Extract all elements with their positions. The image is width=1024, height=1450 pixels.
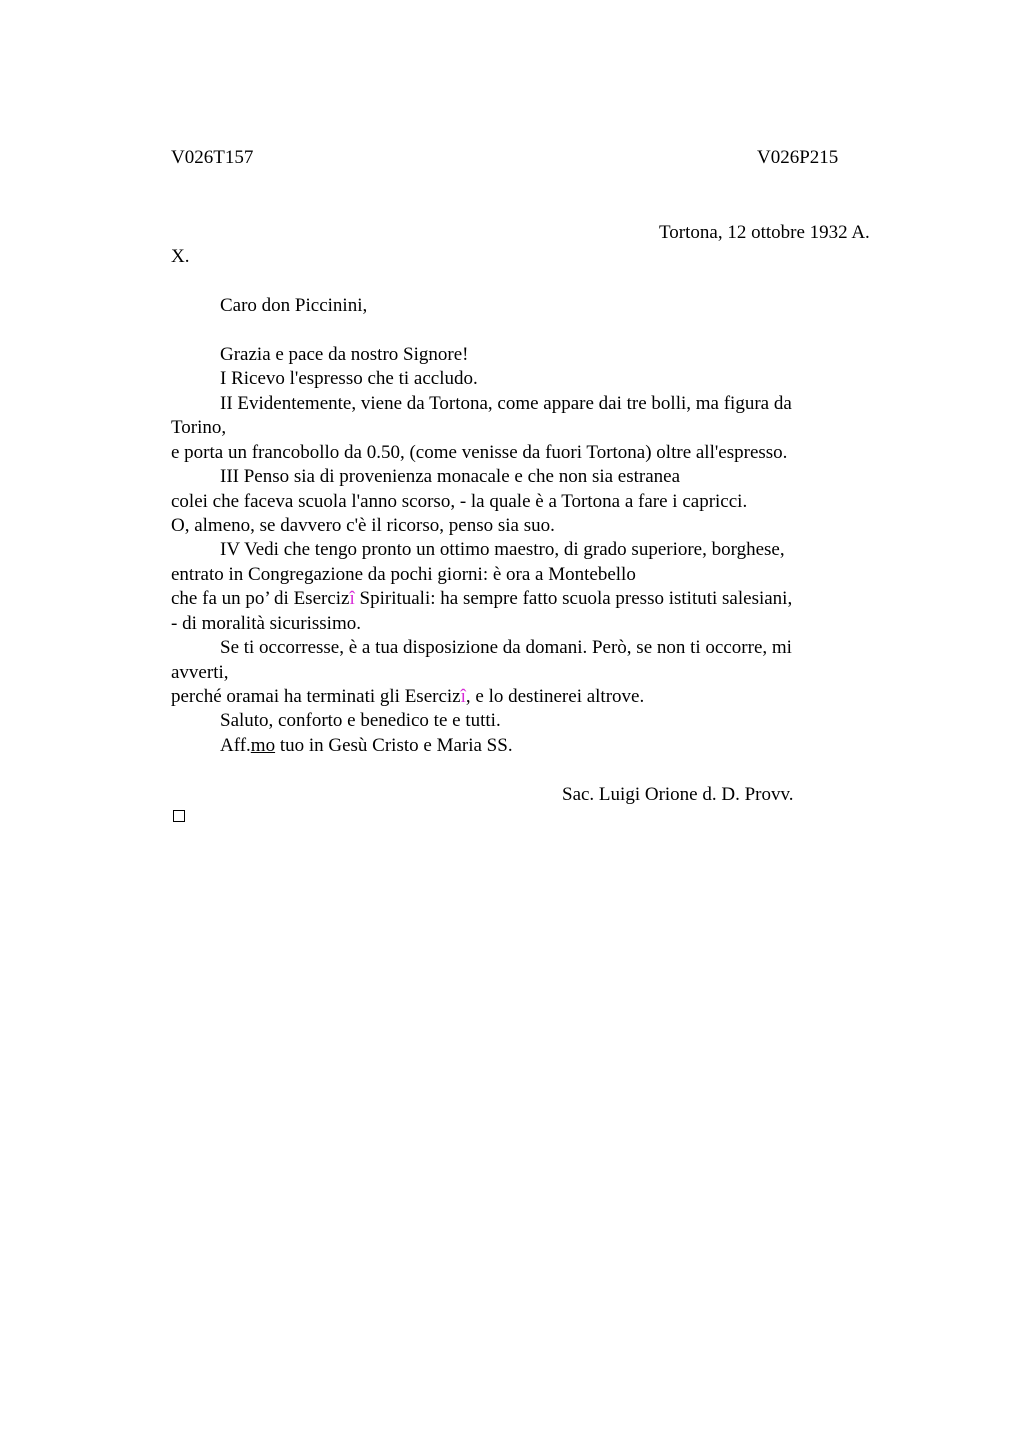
paragraph-4-line-1: IV Vedi che tengo pronto un ottimo maestro, di grado superiore, borghese, [220, 539, 785, 560]
paragraph-2-line-3: e porta un francobollo da 0.50, (come venisse da fuori Tortona) oltre all'espresso. [171, 442, 788, 463]
paragraph-4-line-4: - di moralità sicurissimo. [171, 613, 361, 634]
paragraph-3-line-1: III Penso sia di provenienza monacale e che non sia estranea [220, 466, 681, 487]
paragraph-4-line-3-post: Spirituali: ha sempre fatto scuola presso istituti salesiani, [354, 588, 793, 609]
empty-square-icon [173, 810, 185, 822]
paragraph-2-line-1: II Evidentemente, viene da Tortona, come appare dai tre bolli, ma figura da [220, 393, 792, 414]
accent-i-1: î [349, 588, 355, 609]
header-right-code: V026P215 [757, 147, 839, 168]
paragraph-3-line-2: colei che faceva scuola l'anno scorso, - la quale è a Tortona a fare i capricci. [171, 491, 748, 512]
closing-aff: Aff. [220, 735, 251, 756]
paragraph-5-line-3-post: , e lo destinerei altrove. [465, 686, 645, 707]
paragraph-1: I Ricevo l'espresso che ti accludo. [220, 368, 478, 389]
paragraph-5-line-3-pre: perché oramai ha terminati gli Eserciz [171, 686, 461, 707]
closing-line-1: Saluto, conforto e benedico te e tutti. [220, 710, 501, 731]
closing-rest: tuo in Gesù Cristo e Maria SS. [275, 735, 513, 756]
paragraph-4-line-2: entrato in Congregazione da pochi giorni: è ora a Montebello [171, 564, 636, 585]
paragraph-5-line-1: Se ti occorresse, è a tua disposizione da domani. Però, se non ti occorre, mi [220, 637, 792, 658]
signature: Sac. Luigi Orione d. D. Provv. [562, 784, 794, 805]
paragraph-3-line-3: O, almeno, se davvero c'è il ricorso, penso sia suo. [171, 515, 555, 536]
paragraph-5-line-3 [171, 685, 644, 709]
greeting: Grazia e pace da nostro Signore! [220, 344, 469, 365]
paragraph-4-line-3 [171, 587, 792, 611]
paragraph-2-line-2: Torino, [171, 417, 227, 438]
paragraph-4-line-3-pre: che fa un po’ di Eserciz [171, 588, 350, 609]
date-continuation: X. [171, 246, 190, 267]
salutation: Caro don Piccinini, [220, 295, 368, 316]
header-left-code: V026T157 [171, 147, 254, 168]
paragraph-5-line-2: avverti, [171, 662, 229, 683]
accent-i-2: î [460, 686, 466, 707]
closing-line-2 [220, 734, 513, 758]
closing-mo: mo [250, 735, 276, 756]
date-line: Tortona, 12 ottobre 1932 A. [659, 222, 870, 243]
